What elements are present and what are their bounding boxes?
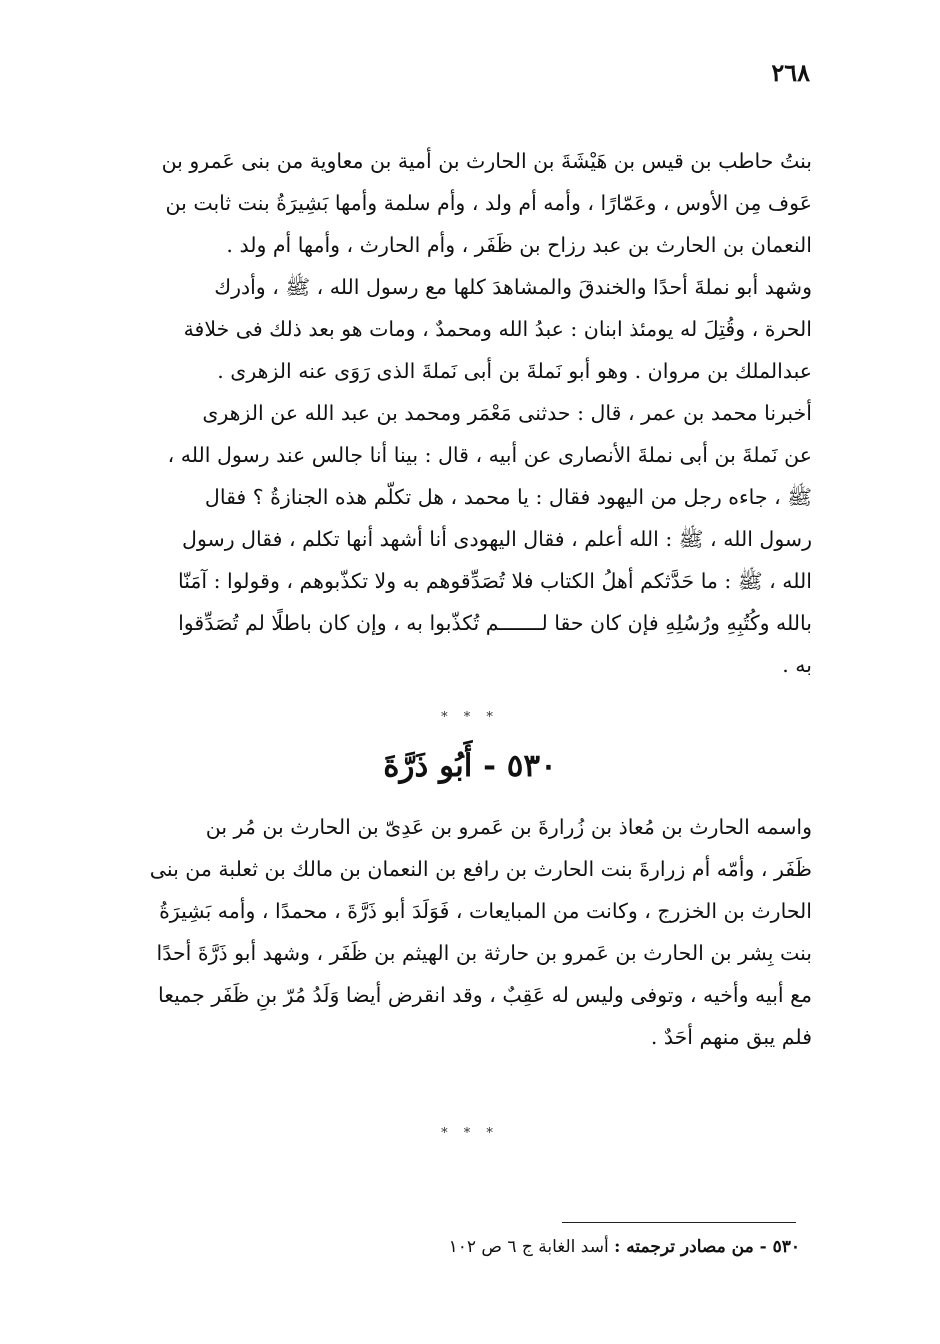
text-line: الحرة ، وقُتِلَ له يومئذ ابنان : عبدُ الله ومحمدٌ ، ومات هو بعد ذلك فى خلافة bbox=[183, 317, 812, 341]
biography-continuation bbox=[100, 140, 812, 686]
text-line: ظَفَر ، وأمّه أم زرارةَ بنت الحارث بن رافع بن النعمان بن مالك بن ثعلبة من بنى bbox=[149, 857, 812, 881]
entry-body bbox=[100, 806, 812, 1058]
text-line: فلم يبق منهم أحَدٌ . bbox=[650, 1025, 812, 1049]
footnote bbox=[300, 1232, 800, 1262]
text-line: وشهد أبو نملةَ أحدًا والخندقَ والمشاهدَ كلها مع رسول الله ، ﷺ ، وأدرك bbox=[214, 275, 812, 299]
section-separator: * * * bbox=[441, 1126, 499, 1141]
text-line: بنتُ حاطب بن قيس بن هَيْشَةَ بن الحارث بن أمية بن معاوية من بنى عَمرو بن bbox=[161, 149, 812, 173]
text-line: عَوف مِن الأوس ، وعَمّارًا ، وأمه أم ولد ، وأم سلمة وأمها بَشِيرَةُ بنت ثابت بن bbox=[165, 191, 812, 215]
text-line: الحارث بن الخزرج ، وكانت من المبايعات ، فَوَلَدَ أبو ذَرَّةَ ، محمدًا ، وأمه بَشِيرَةُ bbox=[159, 899, 812, 923]
text-line: الله ، ﷺ : ما حَدَّثكم أهلُ الكتاب فلا تُصَدِّقوهم به ولا تكذّبوهم ، وقولوا : آمَنّا bbox=[177, 569, 812, 593]
text-line: رسول الله ، ﷺ : الله أعلم ، فقال اليهودى أنا أشهد أنها تكلم ، فقال رسول bbox=[182, 527, 812, 551]
footnote-divider bbox=[562, 1222, 796, 1223]
text-line: ﷺ ، جاءه رجل من اليهود فقال : يا محمد ، هل تكلّم هذه الجنازةُ ؟ فقال bbox=[204, 485, 812, 509]
text-line: بالله وكُتُبِهِ ورُسُلِهِ فإن كان حقا لـــــــم تُكذّبوا به ، وإن كان باطلًا لم تُصَدِّقوا bbox=[178, 611, 812, 635]
entry-heading: ٥٣٠ - أَبُو ذَرَّةَ bbox=[383, 748, 557, 784]
text-line: عن نَملةَ بن أبى نملةَ الأنصارى عن أبيه ، قال : بينا أنا جالس عند رسول الله ، bbox=[167, 443, 812, 467]
section-separator: * * * bbox=[441, 710, 499, 725]
text-line: واسمه الحارث بن مُعاذ بن زُرارةَ بن عَمرو بن عَدِىّ بن الحارث بن مُر بن bbox=[205, 815, 812, 839]
footnote-text: أسد الغابة ج ٦ ص ١٠٢ bbox=[448, 1237, 609, 1257]
text-line: بنت بِشر بن الحارث بن عَمرو بن حارثة بن الهيثم بن ظَفَر ، وشهد أبو ذَرَّةَ أحدًا bbox=[156, 941, 812, 965]
text-line: مع أبيه وأخيه ، وتوفى وليس له عَقِبٌ ، وقد انقرض أيضا وَلَدُ مُرّ بنِ ظَفَر جميعا bbox=[157, 983, 812, 1007]
text-line: النعمان بن الحارث بن عبد رزاح بن ظَفَر ، وأم الحارث ، وأمها أم ولد . bbox=[226, 233, 812, 257]
text-line: أخبرنا محمد بن عمر ، قال : حدثنى مَعْمَر ومحمد بن عبد الله عن الزهرى bbox=[202, 401, 812, 425]
text-line: به . bbox=[782, 653, 812, 677]
footnote-label: ٥٣٠ - من مصادر ترجمته : bbox=[614, 1237, 800, 1257]
text-line: عبدالملك بن مروان . وهو أبو نَملةَ بن أبى نَملةَ الذى رَوَى عنه الزهرى . bbox=[217, 359, 812, 383]
page-number: ٢٦٨ bbox=[771, 58, 810, 87]
